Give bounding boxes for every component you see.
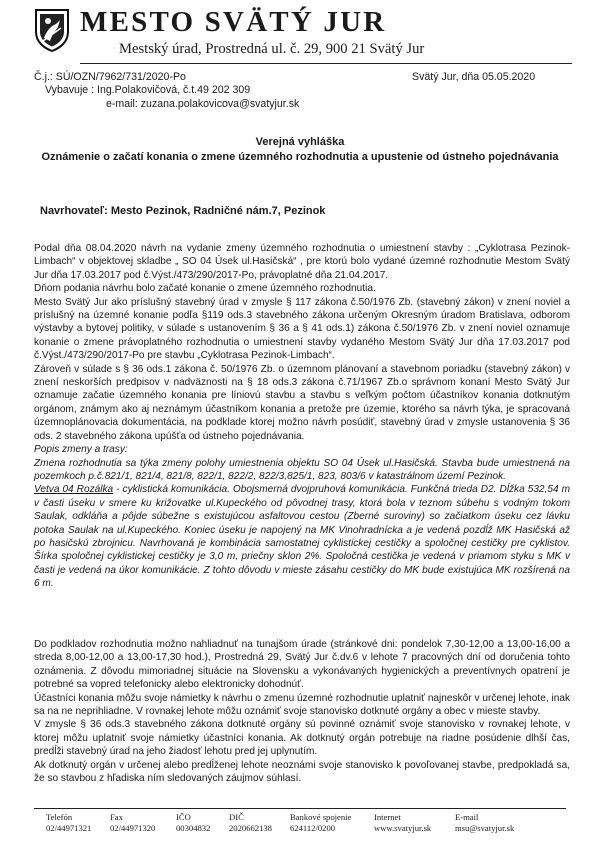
footer-internet xyxy=(374,812,431,834)
footer-email xyxy=(455,812,514,834)
footer-phone xyxy=(46,812,91,834)
town-title: MESTO SVÄTÝ JUR xyxy=(80,6,387,38)
paragraph-proposal: Podal dňa 08.04.2020 návrh na vydanie zmeny územného rozhodnutia o umiestnení stavby : „Cyklotrasa Pezinok-Limbach“ v objektovej skladbe „ SO 04 Úsek ul.Hasičská“ , pre ktorú bolo vydané územné rozhodnutie Mestom Svätý Jur dňa 17.03.2017 pod č.Výst./473/290/2017-Po, právoplatné dňa 21.04.2017. xyxy=(34,243,570,281)
paragraph-authorities-deadline: V zmysle § 36 ods.3 stavebného zákona dotknuté orgány sú povinné oznámiť svoje stanovisko v rovnakej lehote, v ktorej môžu uplatniť svoje námietky účastníci konania. Ak dotknutý orgán potrebuje na riadne posúdenie dlhší čas, predĺži stavebný úrad na jeho žiadosť lehotu pred jej uplynutím. xyxy=(34,719,570,758)
paragraph-change-location: Zmena rozhodnutia sa týka zmeny polohy umiestnenia objektu SO 04 Úsek ul.Hasičská. Stavba bude umiestnená na pozemkoch p.č.821/1, 821/4, 821/8, 822/1, 822/2, 822/3,825/1, 823, 803/6 v katastrálnom území Pezinok. xyxy=(34,457,570,482)
footer-value: www.svatyjur.sk xyxy=(374,823,432,833)
header-divider xyxy=(80,63,572,64)
footer-label: Bankové spojenie xyxy=(290,812,352,822)
footer-fax xyxy=(110,812,155,834)
proposer-line: Navrhovateľ: Mesto Pezinok, Radničné nám.7, Pezinok xyxy=(40,205,326,217)
footer-value: 624112/0200 xyxy=(290,823,336,833)
route-details: - cyklistická komunikácia. Obojsmerná dvojpruhová komunikácia. Funkčná trieda D2. Dĺžka 532,54 m v časti úseku v smere ku križovatke ul.Kupeckého od pôvodnej trasy, ktorá bola v teznom súbehu s vodným tokom Saulak, odkláňa a pôjde súbežne s existujúcou asfaltovou cestou (Zberné suroviny) so začiatkom úseku cez lávku potoka Saulak na ul.Kupeckého. Koniec úseku je napojený na MK Vinohradnícka a je vedená pozdĺž MK Hasičská až po hasičskú zbrojnicu. Navrhovaná je kombinácia samostatnej cyklistickej cestičky a spoločnej cestičky pre cyklistov. Šírka spoločnej cyklistickej cestičky je 3,0 m, priečny sklon 2%. Spoločná cestička je vedená v priamom styku s MK v časti je vedená na úkor komunikácie. Z tohto dôvodu v mieste zásahu cestičky do MK bude existujúca MK rozšírená na 6 m. xyxy=(34,484,570,590)
footer-label: Telefón xyxy=(46,812,73,822)
office-address: Mestský úrad, Prostredná ul. č. 29, 900 21 Svätý Jur xyxy=(119,41,425,57)
footer-value: 00304832 xyxy=(176,823,211,833)
town-coat-of-arms-icon xyxy=(34,8,70,52)
contact-email: e-mail: zuzana.polakovicova@svatyjur.sk xyxy=(106,98,300,110)
paragraph-route-description xyxy=(34,483,570,590)
reference-number: Č.j.: SÚ/OZN/7962/731/2020-Po xyxy=(34,71,186,83)
footer-value: 02/44971321 xyxy=(46,823,92,833)
notice-body-part-2 xyxy=(34,638,570,785)
document-title: Verejná vyhláška xyxy=(255,136,345,148)
paragraph-authority: Mesto Svätý Jur ako príslušný stavebný úrad v zmysle § 117 zákona č.50/1976 Zb. (stavebný zákon) v znení noviel a príslušný na územné konanie podľa §119 ods.3 stavebného zákona určeným Okresným úradom Bratislava, odborom výstavby a bytovej politiky, v súlade s ustanovením § 36 a § 41 ods.1) zákona č.50/1976 Zb. v znení noviel oznamuje konanie o zmene právoplatného rozhodnutia o umiestnení stavby vydaného Mestom Svätý Jur dňa 17.03.2017 pod č.Výst./473/290/2017-Po pre stavbu „Cyklotrasa Pezinok-Limbach“. xyxy=(34,296,570,362)
footer-value: 02/44971320 xyxy=(110,823,156,833)
paragraph-inspection: Do podkladov rozhodnutia možno nahliadnuť na tunajšom úrade (stránkové dni: pondelok 7,30-12,00 a 13,00-16,00 a streda 8,00-12,00 a 13,00-17,30 hod.), Prostredná 29, Svätý Jur č.dv.6 v lehote 7 pracovných dní od doručenia tohto oznámenia. Z dôvodu mimoriadnej situácie na Slovensku a vykonávaných hygienických a preventívnych opatrení je potrebné sa vopred telefonicky alebo elektronicky dohodnúť. xyxy=(34,639,570,691)
footer-value: msu@svatyjur.sk xyxy=(455,823,515,833)
footer-label: Internet xyxy=(374,812,401,822)
footer-label: DIČ xyxy=(229,812,244,822)
footer-dic xyxy=(229,812,272,834)
paragraph-change-heading: Popis zmeny a trasy: xyxy=(34,444,128,456)
footer-label: IČO xyxy=(176,812,191,822)
document-subtitle: Oznámenie o začatí konania o zmene územného rozhodnutia a upustenie od ústneho pojednávania xyxy=(41,151,559,163)
footer-divider xyxy=(34,808,566,809)
footer-ico xyxy=(176,812,210,834)
place-and-date: Svätý Jur, dňa 05.05.2020 xyxy=(412,71,536,83)
footer-label: E-mail xyxy=(455,812,479,822)
footer-value: 2020662138 xyxy=(229,823,272,833)
notice-body-part-1 xyxy=(34,242,570,591)
footer-label: Fax xyxy=(110,812,123,822)
footer-bank xyxy=(290,812,351,834)
paragraph-consent: Ak dotknutý orgán v určenej alebo predĺženej lehote neoznámi svoje stanovisko k povoľovanej stavbe, predpokladá sa, že so stavbou z hľadiska ním sledovaných záujmov súhlasí. xyxy=(34,759,570,785)
paragraph-objections: Účastníci konania môžu svoje námietky k návrhu o zmenu územné rozhodnutie uplatniť najneskôr v určenej lehote, inak sa na ne neprihliadne. V rovnakej lehote môžu oznámiť svoje stanovisko dotknuté orgány a obec v mieste stavby. xyxy=(34,692,570,718)
paragraph-waiver: Zároveň v súlade s § 36 ods.1 zákona č. 50/1976 Zb. o územnom plánovaní a stavebnom poriadku (stavebný zákon) v znení neskorších predpisov v nadväznosti na § 18 ods.3 zákona č.71/1967 Zb.o správnom konaní Mesto Svätý Jur oznamuje začatie územného konania pre líniovú stavbu a stavbu s veľkým počtom účastníkov konania dotknutým orgánom, známym ako aj neznámym účastníkom konania a pretože pre územie, ktorého sa návrh týka, je spracovaná územnoplánovacia dokumentácia, na podklade ktorej možno návrh posúdiť, stavebný úrad v zmysle ustanovenia § 36 ods. 2 stavebného zákona upúšťa od ústneho pojednávania. xyxy=(34,363,570,442)
handled-by: Vybavuje : Ing.Polakovičová, č.t.49 202 309 xyxy=(45,84,251,96)
route-branch-name: Vetva 04 Rozálka xyxy=(34,484,114,496)
paragraph-proceeding-start: Dňom podania návrhu bolo začaté konanie o zmene územného rozhodnutia. xyxy=(34,283,376,295)
